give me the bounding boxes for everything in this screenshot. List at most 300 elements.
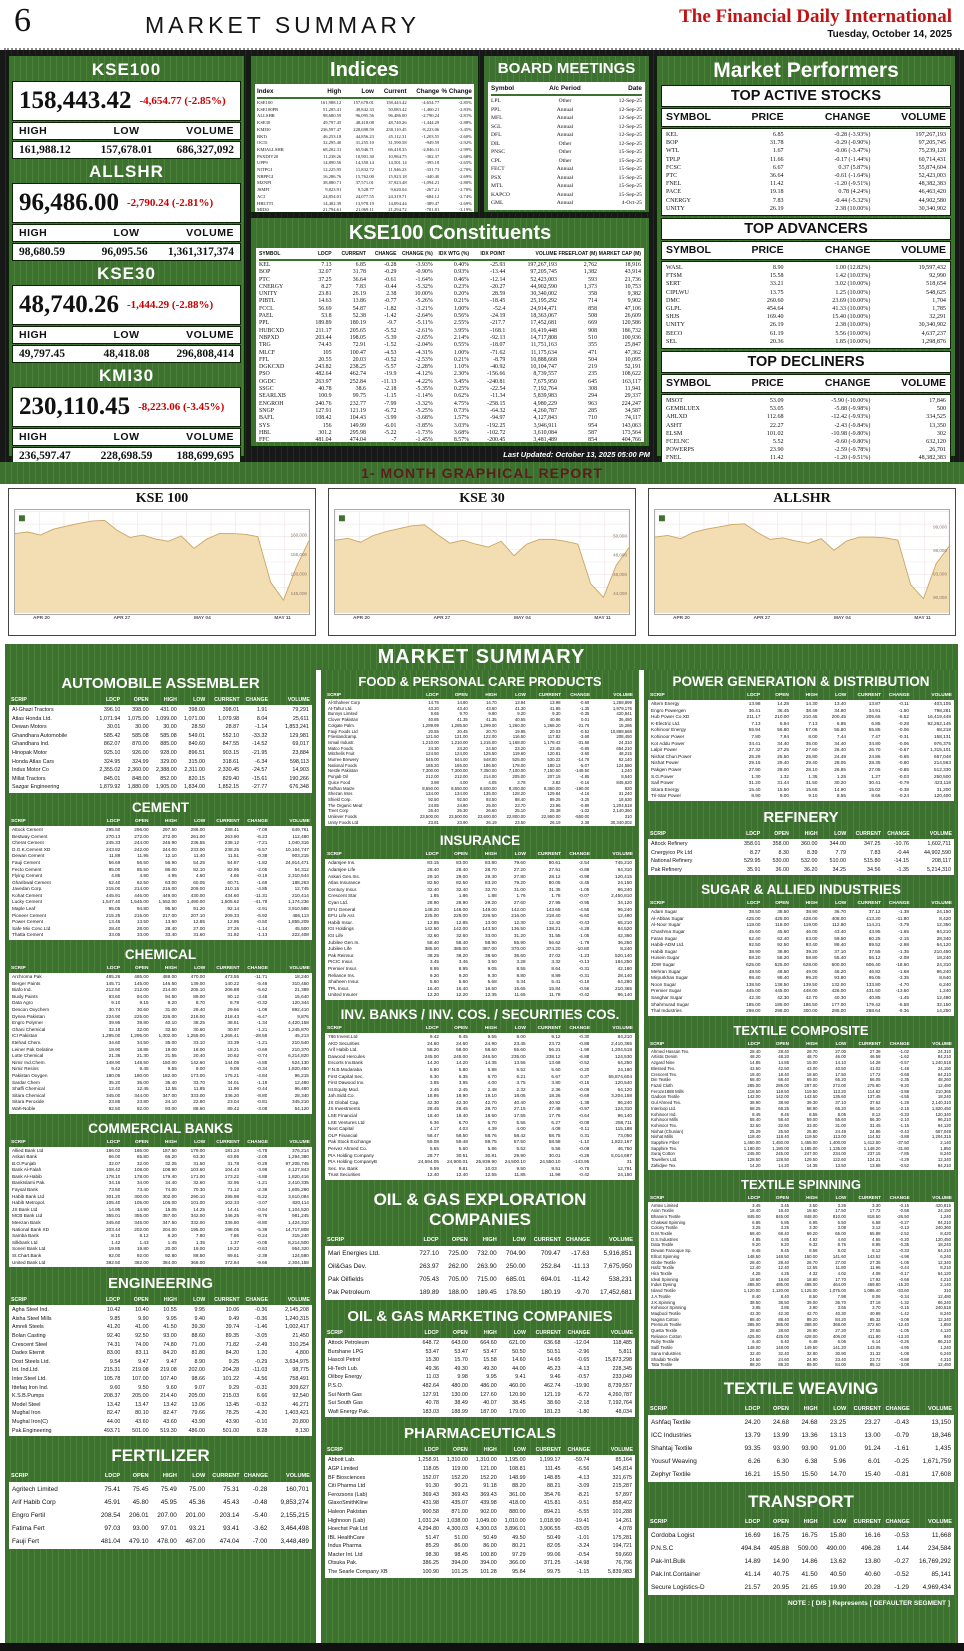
table-row[interactable] <box>328 1382 632 1391</box>
table-row[interactable] <box>12 723 309 732</box>
table-row[interactable] <box>259 284 641 291</box>
cell: 3.26 <box>837 1202 846 1208</box>
cell: 31,200 <box>936 786 951 792</box>
table-row[interactable] <box>651 1008 951 1015</box>
table-row[interactable] <box>259 415 641 422</box>
table-row[interactable] <box>651 1416 951 1429</box>
table-row[interactable] <box>328 1080 632 1087</box>
table-row[interactable] <box>12 1341 309 1350</box>
table-row[interactable] <box>651 962 951 969</box>
table-row[interactable] <box>257 207 472 212</box>
table-row[interactable] <box>651 714 951 721</box>
table-row[interactable] <box>666 172 946 180</box>
table-row[interactable] <box>12 1053 309 1060</box>
table-row[interactable] <box>259 277 641 284</box>
table-row[interactable] <box>12 1047 309 1054</box>
table-row[interactable] <box>651 1002 951 1009</box>
table-row[interactable] <box>259 364 641 371</box>
table-row[interactable] <box>666 156 946 164</box>
table-row[interactable] <box>259 430 641 437</box>
table-row[interactable] <box>12 974 309 981</box>
table-row[interactable] <box>12 715 309 724</box>
table-row[interactable] <box>12 1207 309 1214</box>
table-row[interactable] <box>257 127 472 134</box>
table-row[interactable] <box>12 1187 309 1194</box>
table-row[interactable] <box>259 401 641 408</box>
table-row[interactable] <box>651 1455 951 1468</box>
table-row[interactable] <box>651 1568 951 1581</box>
table-row[interactable] <box>328 959 632 966</box>
table-row[interactable] <box>12 1014 309 1021</box>
table-row[interactable] <box>12 840 309 847</box>
cell: 225.00 <box>424 913 439 919</box>
table-row[interactable] <box>257 147 472 154</box>
table-row[interactable] <box>651 793 951 800</box>
table-row[interactable] <box>651 780 951 787</box>
table-row[interactable] <box>328 1474 632 1483</box>
table-row[interactable] <box>257 100 472 107</box>
table-row[interactable] <box>328 920 632 927</box>
table-row[interactable] <box>259 342 641 349</box>
table-row[interactable] <box>651 866 951 875</box>
table-row[interactable] <box>666 139 946 147</box>
table-row[interactable] <box>666 321 946 329</box>
table-row[interactable] <box>12 853 309 860</box>
table-row[interactable] <box>651 1429 951 1442</box>
table-row[interactable] <box>328 1074 632 1081</box>
table-row[interactable] <box>257 174 472 181</box>
table-row[interactable] <box>651 1529 951 1542</box>
table-row[interactable] <box>328 986 632 993</box>
table-row[interactable] <box>328 887 632 894</box>
table-row[interactable] <box>259 328 641 335</box>
table-row[interactable] <box>328 926 632 933</box>
cell: 216.00 <box>190 1013 205 1019</box>
table-row[interactable] <box>259 393 641 400</box>
table-row[interactable] <box>328 1534 632 1543</box>
table-row[interactable] <box>328 880 632 887</box>
table-row[interactable] <box>651 840 951 849</box>
table-row[interactable] <box>12 1246 309 1253</box>
table-row[interactable] <box>12 1522 309 1535</box>
table-row[interactable] <box>259 371 641 378</box>
table-row[interactable] <box>491 174 642 183</box>
table-row[interactable] <box>666 289 946 297</box>
table-row[interactable] <box>12 1020 309 1027</box>
table-row[interactable] <box>259 350 641 357</box>
table-row[interactable] <box>12 1200 309 1207</box>
table-row[interactable] <box>328 1139 632 1146</box>
table-row[interactable] <box>666 280 946 288</box>
table-row[interactable] <box>12 1418 309 1427</box>
table-row[interactable] <box>328 1491 632 1500</box>
table-row[interactable] <box>259 437 641 442</box>
table-row[interactable] <box>12 1180 309 1187</box>
table-row[interactable] <box>12 1220 309 1227</box>
table-row[interactable] <box>257 113 472 120</box>
table-row[interactable] <box>257 180 472 187</box>
table-row[interactable] <box>12 867 309 874</box>
table-row[interactable] <box>328 1482 632 1491</box>
table-row[interactable] <box>328 1408 632 1417</box>
table-row[interactable] <box>12 1260 309 1267</box>
table-row[interactable] <box>666 446 946 454</box>
table-row[interactable] <box>259 379 641 386</box>
table-row[interactable] <box>12 1401 309 1410</box>
table-row[interactable] <box>12 1000 309 1007</box>
table-row[interactable] <box>12 1366 309 1375</box>
table-row[interactable] <box>12 1509 309 1522</box>
cell: 9.00 <box>779 793 789 799</box>
table-row[interactable] <box>328 1273 632 1286</box>
table-row[interactable] <box>12 1315 309 1324</box>
table-row[interactable] <box>12 1392 309 1401</box>
table-row[interactable] <box>12 827 309 834</box>
cell: 33.05 <box>108 932 121 938</box>
table-row[interactable] <box>328 1146 632 1153</box>
table-row[interactable] <box>328 1113 632 1120</box>
table-row[interactable] <box>491 131 642 140</box>
table-row[interactable] <box>12 1496 309 1509</box>
table-row[interactable] <box>651 995 951 1002</box>
table-row[interactable] <box>12 1167 309 1174</box>
table-row[interactable] <box>328 953 632 960</box>
table-row[interactable] <box>666 405 946 413</box>
table-row[interactable] <box>666 438 946 446</box>
table-row[interactable] <box>328 933 632 940</box>
table-row[interactable] <box>257 194 472 201</box>
cell: 26.19 <box>769 205 784 212</box>
table-row[interactable] <box>666 180 946 188</box>
table-row[interactable] <box>12 1073 309 1080</box>
table-row[interactable] <box>12 994 309 1001</box>
table-row[interactable] <box>651 1581 951 1594</box>
table-row[interactable] <box>12 1227 309 1234</box>
table-row[interactable] <box>666 313 946 321</box>
table-row[interactable] <box>666 338 946 346</box>
table-row[interactable] <box>328 1126 632 1133</box>
table-row[interactable] <box>12 1154 309 1161</box>
table-row[interactable] <box>259 306 641 313</box>
table-row[interactable] <box>12 1349 309 1358</box>
table-row[interactable] <box>257 160 472 167</box>
table-row[interactable] <box>666 330 946 338</box>
table-row[interactable] <box>651 1468 951 1481</box>
table-row[interactable] <box>328 1551 632 1560</box>
table-row[interactable] <box>12 1332 309 1341</box>
cell: 185.00 <box>454 762 468 768</box>
table-row[interactable] <box>12 1033 309 1040</box>
table-row[interactable] <box>259 269 641 276</box>
table-row[interactable] <box>666 397 946 405</box>
table-row[interactable] <box>666 264 946 272</box>
table-row[interactable] <box>328 1568 632 1577</box>
table-row[interactable] <box>666 413 946 421</box>
table-row[interactable] <box>12 932 309 939</box>
table-row[interactable] <box>12 1099 309 1106</box>
table-row[interactable] <box>651 774 951 781</box>
table-row[interactable] <box>328 1034 632 1041</box>
table-row[interactable] <box>666 272 946 280</box>
table-row[interactable] <box>12 1323 309 1332</box>
table-row[interactable] <box>651 727 951 734</box>
table-row[interactable] <box>666 305 946 313</box>
table-row[interactable] <box>12 1306 309 1315</box>
table-row[interactable] <box>328 1172 632 1179</box>
table-row[interactable] <box>328 1559 632 1568</box>
table-row[interactable] <box>259 313 641 320</box>
table-row[interactable] <box>651 975 951 982</box>
table-row[interactable] <box>257 134 472 141</box>
cell: 101.00 <box>190 1200 205 1206</box>
table-row[interactable] <box>328 1060 632 1067</box>
table-row[interactable] <box>651 942 951 949</box>
table-row[interactable] <box>12 1233 309 1240</box>
table-row[interactable] <box>491 106 642 115</box>
table-row[interactable] <box>491 191 642 200</box>
table-row[interactable] <box>491 165 642 174</box>
table-row[interactable] <box>12 899 309 906</box>
table-row[interactable] <box>328 1373 632 1382</box>
table-row[interactable] <box>12 749 309 758</box>
table-row[interactable] <box>257 201 472 208</box>
table-row[interactable] <box>328 893 632 900</box>
table-row[interactable] <box>328 860 632 867</box>
table-row[interactable] <box>259 291 641 298</box>
table-row[interactable] <box>12 1161 309 1168</box>
table-row[interactable] <box>328 1348 632 1357</box>
table-row[interactable] <box>12 987 309 994</box>
table-row[interactable] <box>491 140 642 149</box>
table-row[interactable] <box>328 1087 632 1094</box>
table-row[interactable] <box>651 754 951 761</box>
table-row[interactable] <box>259 423 641 430</box>
column-header: CURRENT <box>537 1025 562 1031</box>
cell: 332.00 <box>190 1220 205 1226</box>
table-row[interactable] <box>259 357 641 364</box>
table-row[interactable] <box>651 909 951 916</box>
table-row[interactable] <box>259 298 641 305</box>
table-row[interactable] <box>12 1483 309 1496</box>
table-row[interactable] <box>328 1465 632 1474</box>
table-row[interactable] <box>12 1066 309 1073</box>
table-row[interactable] <box>328 913 632 920</box>
table-row[interactable] <box>257 120 472 127</box>
table-row[interactable] <box>651 982 951 989</box>
table-row[interactable] <box>651 1163 951 1169</box>
table-row[interactable] <box>12 766 309 775</box>
table-row[interactable] <box>257 107 472 114</box>
table-row[interactable] <box>328 1093 632 1100</box>
table-row[interactable] <box>651 708 951 715</box>
table-row[interactable] <box>12 706 309 715</box>
table-row[interactable] <box>651 1542 951 1555</box>
table-row[interactable] <box>666 422 946 430</box>
table-row[interactable] <box>12 834 309 841</box>
table-row[interactable] <box>12 1027 309 1034</box>
table-row[interactable] <box>12 1358 309 1367</box>
table-row[interactable] <box>651 988 951 995</box>
table-row[interactable] <box>257 154 472 161</box>
table-row[interactable] <box>328 1047 632 1054</box>
table-row[interactable] <box>328 1247 632 1260</box>
table-row[interactable] <box>259 335 641 342</box>
table-row[interactable] <box>328 900 632 907</box>
table-row[interactable] <box>259 262 641 269</box>
table-row[interactable] <box>12 860 309 867</box>
table-row[interactable] <box>328 1100 632 1107</box>
table-row[interactable] <box>491 157 642 166</box>
table-row[interactable] <box>12 1409 309 1418</box>
table-row[interactable] <box>491 97 642 106</box>
table-row[interactable] <box>328 1120 632 1127</box>
table-row[interactable] <box>328 1365 632 1374</box>
table-row[interactable] <box>12 783 309 792</box>
table-row[interactable] <box>12 1240 309 1247</box>
table-row[interactable] <box>12 758 309 767</box>
table-row[interactable] <box>651 760 951 767</box>
table-row[interactable] <box>328 1542 632 1551</box>
table-row[interactable] <box>12 926 309 933</box>
table-row[interactable] <box>12 1086 309 1093</box>
table-row[interactable] <box>491 123 642 132</box>
table-row[interactable] <box>328 940 632 947</box>
table-row[interactable] <box>328 1391 632 1400</box>
table-row[interactable] <box>328 1054 632 1061</box>
table-row[interactable] <box>328 1339 632 1348</box>
table-row[interactable] <box>12 893 309 900</box>
table-row[interactable] <box>12 1375 309 1384</box>
table-row[interactable] <box>491 114 642 123</box>
table-row[interactable] <box>12 1148 309 1155</box>
table-row[interactable] <box>328 1166 632 1173</box>
table-row[interactable] <box>328 1153 632 1160</box>
cell: 51.00 <box>454 1534 468 1541</box>
table-row[interactable] <box>257 187 472 194</box>
table-row[interactable] <box>12 1427 309 1436</box>
table-row[interactable] <box>328 1041 632 1048</box>
table-row[interactable] <box>651 929 951 936</box>
table-row[interactable] <box>12 906 309 913</box>
table-row[interactable] <box>12 1253 309 1260</box>
table-row[interactable] <box>666 188 946 196</box>
table-row[interactable] <box>328 1399 632 1408</box>
table-row[interactable] <box>651 787 951 794</box>
table-row[interactable] <box>666 205 946 213</box>
table-row[interactable] <box>328 867 632 874</box>
table-row[interactable] <box>259 320 641 327</box>
table-row[interactable] <box>12 1040 309 1047</box>
table-row[interactable] <box>651 721 951 728</box>
table-row[interactable] <box>651 747 951 754</box>
table-row[interactable] <box>12 740 309 749</box>
cell: 92.50 <box>428 796 439 802</box>
table-row[interactable] <box>651 857 951 866</box>
table-row[interactable] <box>651 849 951 858</box>
table-row[interactable] <box>12 1080 309 1087</box>
table-row[interactable] <box>328 820 632 826</box>
table-row[interactable] <box>12 1194 309 1201</box>
table-row[interactable] <box>666 131 946 139</box>
table-row[interactable] <box>651 1362 951 1368</box>
table-row[interactable] <box>651 1555 951 1568</box>
table-row[interactable] <box>651 955 951 962</box>
table-row[interactable] <box>259 386 641 393</box>
table-row[interactable] <box>651 1442 951 1455</box>
table-row[interactable] <box>651 949 951 956</box>
table-row[interactable] <box>12 1384 309 1393</box>
table-row[interactable] <box>12 732 309 741</box>
table-row[interactable] <box>257 167 472 174</box>
table-row[interactable] <box>666 197 946 205</box>
table-row[interactable] <box>328 1525 632 1534</box>
table-row[interactable] <box>651 916 951 923</box>
table-row[interactable] <box>666 297 946 305</box>
table-row[interactable] <box>328 992 632 999</box>
table-row[interactable] <box>328 966 632 973</box>
table-row[interactable] <box>12 913 309 920</box>
table-row[interactable] <box>328 973 632 980</box>
table-row[interactable] <box>12 981 309 988</box>
table-row[interactable] <box>12 847 309 854</box>
table-row[interactable] <box>12 1060 309 1067</box>
table-row[interactable] <box>12 873 309 880</box>
table-row[interactable] <box>651 741 951 748</box>
table-row[interactable] <box>651 922 951 929</box>
table-row[interactable] <box>12 1174 309 1181</box>
table-row[interactable] <box>666 164 946 172</box>
table-row[interactable] <box>12 1535 309 1548</box>
table-row[interactable] <box>651 969 951 976</box>
table-row[interactable] <box>328 874 632 881</box>
table-row[interactable] <box>491 199 642 208</box>
table-row[interactable] <box>666 430 946 438</box>
table-row[interactable] <box>328 1286 632 1299</box>
table-row[interactable] <box>328 1356 632 1365</box>
table-row[interactable] <box>257 140 472 147</box>
table-row[interactable] <box>328 1517 632 1526</box>
table-row[interactable] <box>328 1499 632 1508</box>
table-row[interactable] <box>12 1093 309 1100</box>
table-row[interactable] <box>328 946 632 953</box>
table-row[interactable] <box>651 936 951 943</box>
table-row[interactable] <box>259 408 641 415</box>
table-row[interactable] <box>651 734 951 741</box>
table-row[interactable] <box>12 1106 309 1113</box>
table-row[interactable] <box>328 907 632 914</box>
table-row[interactable] <box>328 1067 632 1074</box>
table-row[interactable] <box>666 147 946 155</box>
table-row[interactable] <box>12 775 309 784</box>
cell: Pak.Int.Container <box>651 1570 701 1578</box>
table-row[interactable] <box>328 1260 632 1273</box>
table-row[interactable] <box>12 1007 309 1014</box>
table-row[interactable] <box>328 1159 632 1166</box>
table-row[interactable] <box>491 182 642 191</box>
table-row[interactable] <box>328 1106 632 1113</box>
table-row[interactable] <box>12 880 309 887</box>
table-row[interactable] <box>328 1508 632 1517</box>
table-row[interactable] <box>12 919 309 926</box>
table-row[interactable] <box>328 1133 632 1140</box>
table-row[interactable] <box>328 1456 632 1465</box>
table-row[interactable] <box>651 701 951 708</box>
table-row[interactable] <box>491 148 642 157</box>
table-row[interactable] <box>12 886 309 893</box>
table-row[interactable] <box>12 1213 309 1220</box>
table-row[interactable] <box>328 979 632 986</box>
table-row[interactable] <box>651 767 951 774</box>
